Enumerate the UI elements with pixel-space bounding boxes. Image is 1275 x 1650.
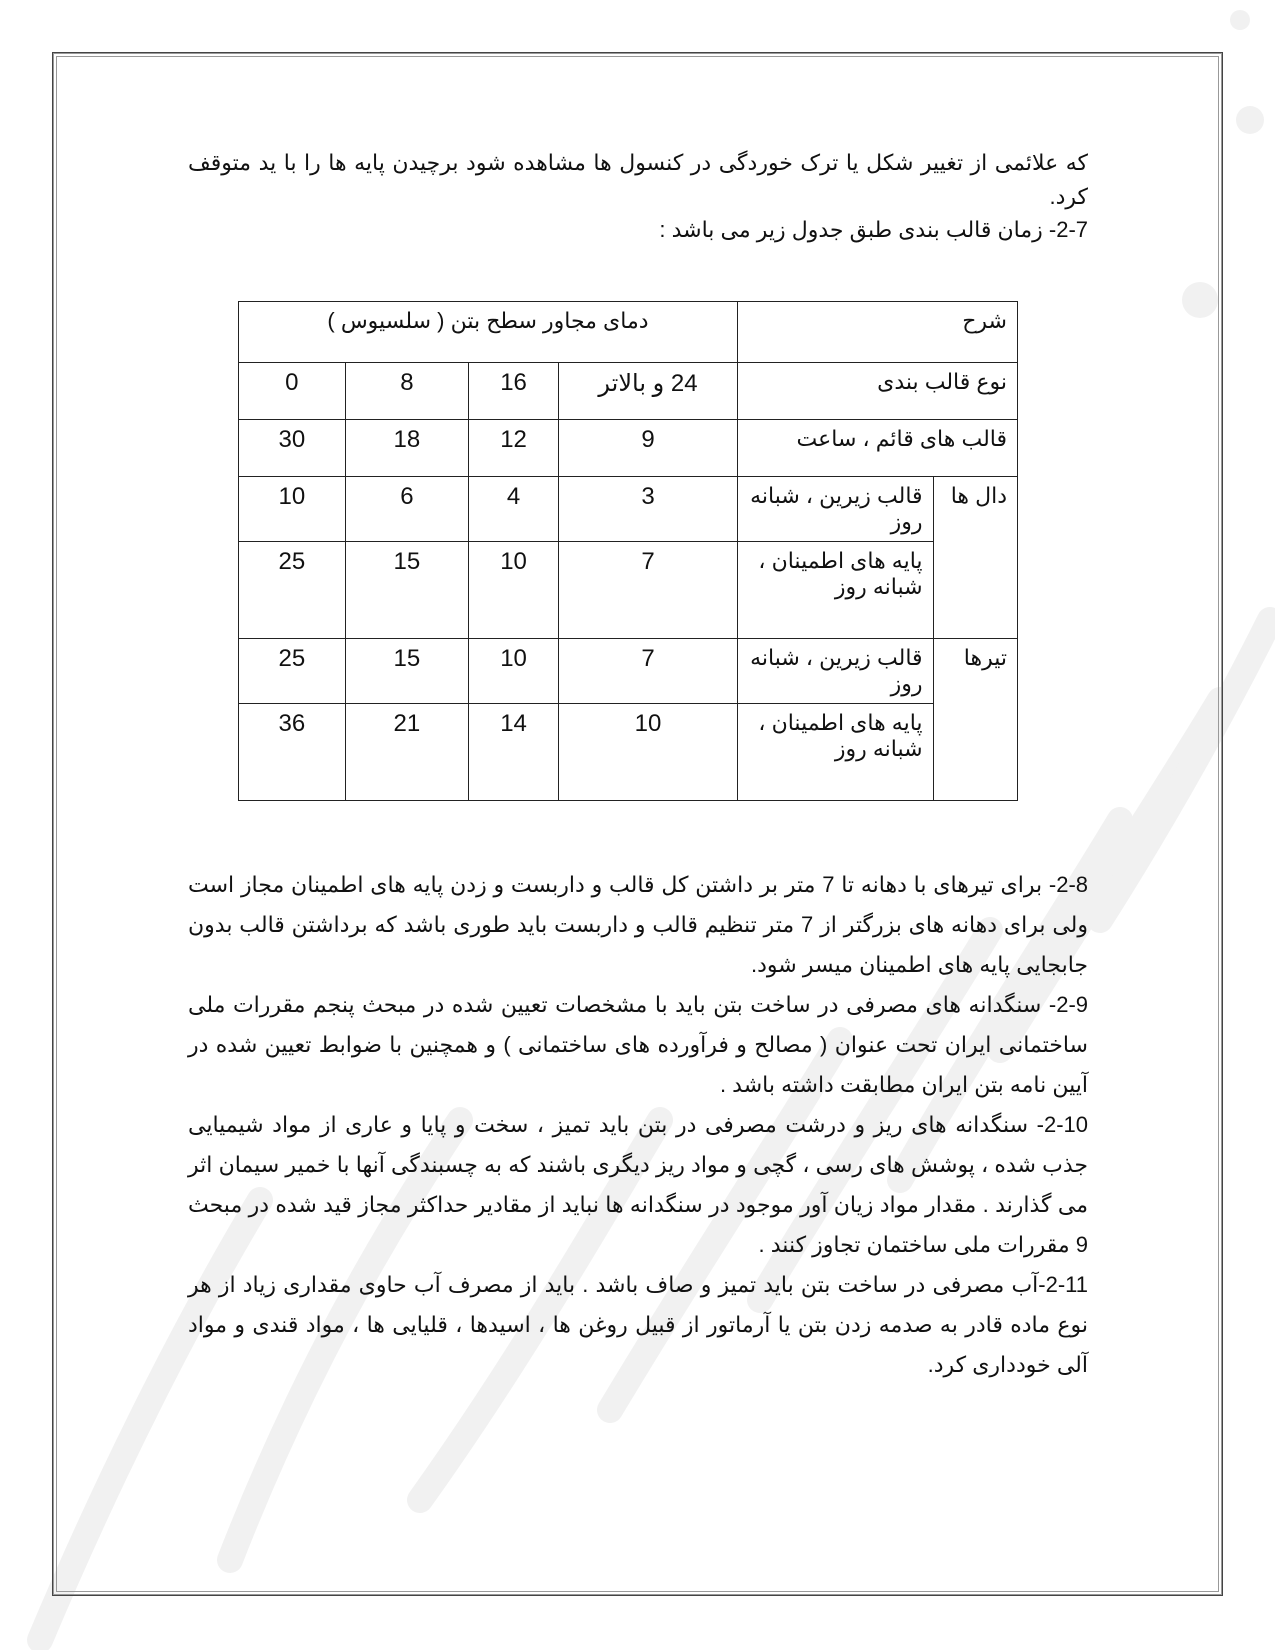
value-cell: 7 xyxy=(559,542,738,639)
group-cell: دال ها xyxy=(933,477,1017,639)
value-cell: 21 xyxy=(345,704,468,801)
value-cell: 18 xyxy=(345,420,468,477)
table-row xyxy=(239,704,1018,801)
value-cell: 9 xyxy=(559,420,738,477)
desc-header-cell: شرح xyxy=(737,302,1017,363)
value-cell: 14 xyxy=(469,704,559,801)
value-cell: 10 xyxy=(559,704,738,801)
temp-cell: 24 و بالاتر xyxy=(559,363,738,420)
row-label-cell: پایه های اطمینان ، شبانه روز xyxy=(737,542,933,639)
table-row xyxy=(239,477,1018,542)
value-cell: 10 xyxy=(469,542,559,639)
value-cell: 10 xyxy=(469,639,559,704)
value-cell: 30 xyxy=(239,420,346,477)
temp-cell: 16 xyxy=(469,363,559,420)
intro-paragraph: که علائمی از تغییر شکل یا ترک خوردگی در کنسول ها مشاهده شود برچیدن پایه ها را با ید متوقف کرد. xyxy=(188,150,1088,209)
paragraph-2-11: 2-11-آب مصرفی در ساخت بتن باید تمیز و صاف باشد . باید از مصرف آب حاوی مقداری زیاد از هر نوع ماده قادر به صدمه زدن بتن یا آرماتور از قبیل روغن ها ، اسیدها ، قلیایی ها ، مواد قندی و مواد آلی خودداری کرد. xyxy=(188,1272,1089,1377)
row-label-cell: پایه های اطمینان ، شبانه روز xyxy=(737,704,933,801)
paragraph-2-10: 2-10- سنگدانه های ریز و درشت مصرفی در بتن باید تمیز ، سخت و پایا و عاری از مواد شیمیایی جذب شده ، پوشش های رسی ، گچی و مواد ریز دیگری باشند که به چسبندگی آنها با خمیر سیمان اثر می گذارند . مقدار مواد زیان آور موجود در سنگدانه ها نباید از مقادیر حداکثر مجاز قید شده در مبحث 9 مقررات ملی ساختمان تجاوز کنند . xyxy=(188,1112,1088,1257)
value-cell: 15 xyxy=(345,639,468,704)
temp-cell: 8 xyxy=(345,363,468,420)
table-row xyxy=(239,542,1018,639)
table-row xyxy=(239,639,1018,704)
value-cell: 7 xyxy=(559,639,738,704)
value-cell: 25 xyxy=(239,639,346,704)
value-cell: 36 xyxy=(239,704,346,801)
value-cell: 6 xyxy=(345,477,468,542)
section-heading: 2-7- زمان قالب بندی طبق جدول زیر می باشد : xyxy=(659,217,1088,242)
body-text xyxy=(188,865,1088,1385)
value-cell: 25 xyxy=(239,542,346,639)
value-cell: 15 xyxy=(345,542,468,639)
paragraph-2-9: 2-9- سنگدانه های مصرفی در ساخت بتن باید با مشخصات تعیین شده در مبحث پنجم مقررات ملی ساختمانی ایران تحت عنوان ( مصالح و فرآورده های ساختمانی ) و همچنین با ضوابط تعیین شده در آیین نامه بتن ایران مطابقت داشته باشد . xyxy=(188,992,1088,1097)
temp-cell: 0 xyxy=(239,363,346,420)
formwork-time-table xyxy=(238,301,1018,801)
paragraph-2-8: 2-8- برای تیرهای با دهانه تا 7 متر بر داشتن کل قالب و داربست و زدن پایه های اطمینان مجاز است ولی برای دهانه های بزرگتر از 7 متر تنظیم قالب و داربست باید طوری باشد که برداشتن قالب بدون جابجایی پایه های اطمینان میسر شود. xyxy=(188,872,1088,977)
temp-header-cell: دمای مجاور سطح بتن ( سلسیوس ) xyxy=(239,302,738,363)
table-header-row xyxy=(239,302,1018,363)
value-cell: 12 xyxy=(469,420,559,477)
value-cell: 10 xyxy=(239,477,346,542)
type-label-cell: نوع قالب بندی xyxy=(737,363,1017,420)
value-cell: 4 xyxy=(469,477,559,542)
group-cell: تیرها xyxy=(933,639,1017,801)
intro-text xyxy=(188,146,1088,247)
row-label-cell: قالب زیرین ، شبانه روز xyxy=(737,477,933,542)
table-row xyxy=(239,363,1018,420)
row-label-cell: قالب های قائم ، ساعت xyxy=(737,420,1017,477)
value-cell: 3 xyxy=(559,477,738,542)
table-row xyxy=(239,420,1018,477)
row-label-cell: قالب زیرین ، شبانه روز xyxy=(737,639,933,704)
